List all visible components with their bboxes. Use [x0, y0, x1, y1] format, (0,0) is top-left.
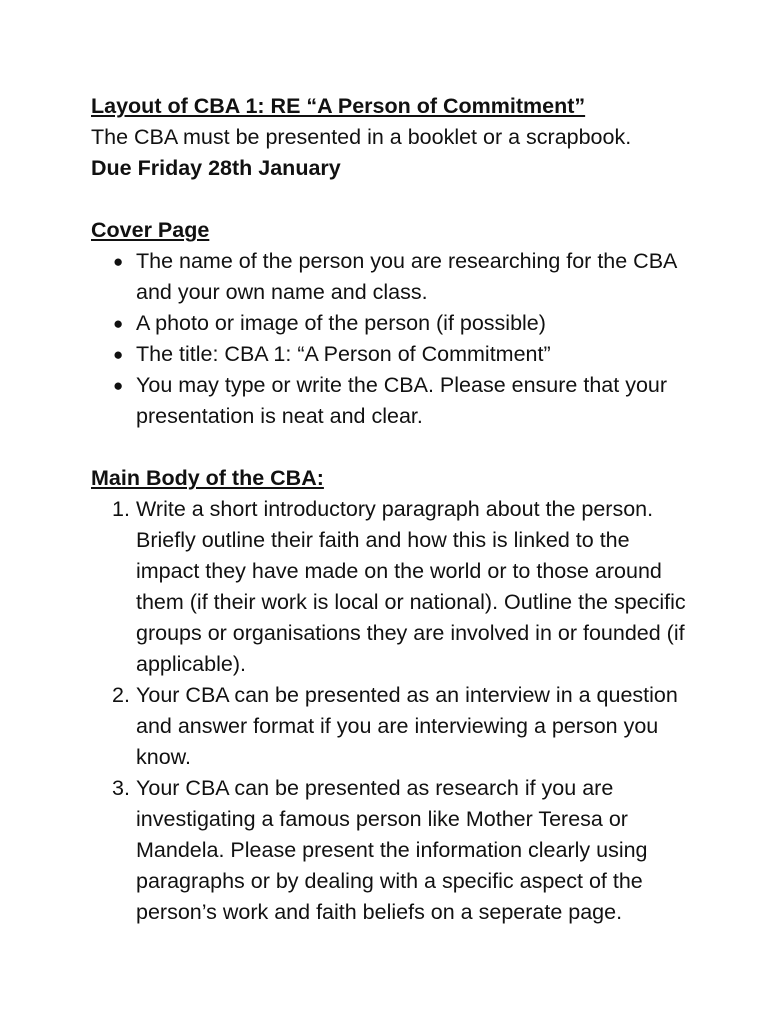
main-body-list: [91, 494, 691, 928]
due-date: Due Friday 28th January: [91, 156, 341, 180]
list-item-text: Write a short introductory paragraph about the person. Briefly outline their faith and how this is linked to the impact they have made on the world or to those around them (if their work is local or national). Outline the specific groups or organisations they are involved in or founded (if applicable).: [136, 497, 686, 676]
cover-page-heading: Cover Page: [91, 218, 210, 242]
list-item: [91, 339, 691, 370]
cover-page-list: [91, 246, 691, 432]
list-item: [91, 370, 691, 432]
list-item-text: You may type or write the CBA. Please ensure that your presentation is neat and clear.: [136, 373, 668, 428]
list-item: [91, 308, 691, 339]
list-item: [91, 246, 691, 308]
bullet-icon: ●: [113, 314, 124, 333]
list-number: 2.: [112, 683, 130, 707]
list-number: 1.: [112, 497, 130, 521]
spacer: [91, 184, 691, 215]
list-number: 3.: [112, 776, 130, 800]
bullet-icon: ●: [113, 376, 124, 395]
list-item-text: A photo or image of the person (if possible): [136, 311, 546, 335]
list-item-text: Your CBA can be presented as an interview in a question and answer format if you are interviewing a person you know.: [136, 683, 678, 769]
list-item-text: The title: CBA 1: “A Person of Commitment”: [136, 342, 551, 366]
intro-text: The CBA must be presented in a booklet or a scrapbook.: [91, 125, 632, 149]
spacer: [91, 432, 691, 463]
document-title: Layout of CBA 1: RE “A Person of Commitment”: [91, 94, 586, 118]
bullet-icon: ●: [113, 345, 124, 364]
list-item-text: The name of the person you are researching for the CBA and your own name and class.: [136, 249, 677, 304]
main-body-heading: Main Body of the CBA:: [91, 466, 324, 490]
list-item: [91, 773, 691, 928]
bullet-icon: ●: [113, 252, 124, 271]
list-item-text: Your CBA can be presented as research if you are investigating a famous person like Mother Teresa or Mandela. Please present the information clearly using paragraphs or by dealing with a specific aspect of the person’s work and faith beliefs on a seperate page.: [136, 776, 648, 924]
list-item: [91, 680, 691, 773]
list-item: [91, 494, 691, 680]
document-page: [91, 91, 691, 928]
